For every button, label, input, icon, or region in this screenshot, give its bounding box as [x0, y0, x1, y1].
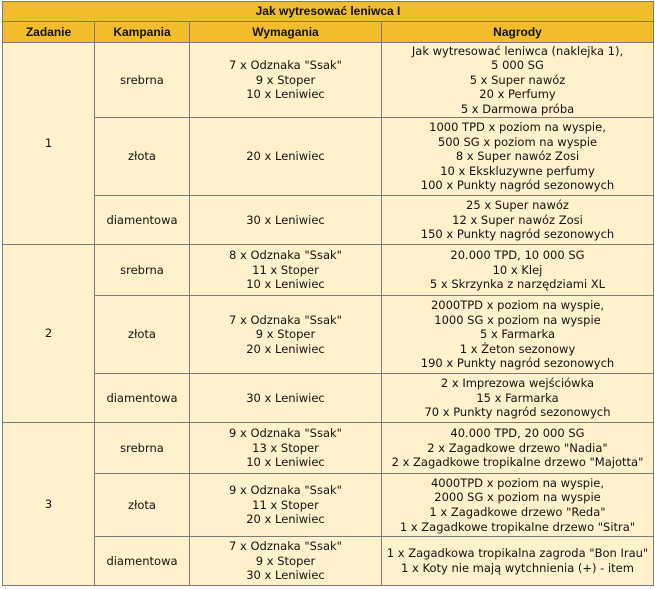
requirement-item: 9 x Stoper [255, 327, 316, 342]
rewards-cell [382, 423, 654, 474]
table-row [3, 374, 654, 423]
requirements-cell [190, 423, 382, 474]
requirement-item: 8 x Odznaka "Ssak" [229, 248, 342, 263]
rewards-cell [382, 43, 654, 118]
reward-item: 2 x Imprezowa wejściówka [440, 376, 595, 391]
rewards-cell [382, 196, 654, 245]
requirement-item: 7 x Odznaka "Ssak" [229, 312, 342, 327]
campaign-name: diamentowa [95, 196, 190, 245]
header-zadanie: Zadanie [3, 22, 95, 43]
reward-item: 2 x Zagadkowe tropikalne drzewo "Majotta" [391, 455, 644, 470]
header-nagrody: Nagrody [382, 22, 654, 43]
requirement-item: 13 x Stoper [252, 440, 319, 455]
requirements-cell [190, 43, 382, 118]
table-row [3, 43, 654, 118]
requirement-item: 9 x Odznaka "Ssak" [229, 426, 342, 441]
requirement-item: 30 x Leniwiec [246, 212, 325, 227]
table-row [3, 474, 654, 537]
requirement-item: 9 x Stoper [255, 72, 316, 87]
rewards-cell [382, 245, 654, 296]
requirement-item: 7 x Odznaka "Ssak" [229, 539, 342, 554]
reward-item: 40.000 TPD, 20 000 SG [450, 426, 585, 441]
table-body [3, 43, 654, 586]
requirement-item: 11 x Stoper [252, 497, 319, 512]
reward-item: 1000 SG x poziom na wyspie [434, 312, 601, 327]
reward-item: 5 000 SG [491, 58, 544, 73]
reward-item: 15 x Farmarka [476, 390, 559, 405]
requirement-item: 10 x Leniwiec [246, 277, 325, 292]
reward-item: 2000 SG x poziom na wyspie [434, 490, 601, 505]
reward-item: 10 x Ekskluzywne perfumy [440, 163, 595, 178]
reward-item: 20 x Perfumy [479, 87, 556, 102]
table-row [3, 118, 654, 196]
reward-item: 5 x Super nawóz [469, 72, 566, 87]
reward-item: 1000 TPD x poziom na wyspie, [429, 120, 606, 135]
rewards-cell [382, 537, 654, 586]
reward-item: 1 x Zagadkowa tropikalna zagroda "Bon Irau" [386, 546, 649, 561]
task-number: 3 [3, 423, 95, 586]
reward-item: 20.000 TPD, 10 000 SG [450, 248, 585, 263]
reward-item: Jak wytresować leniwca (naklejka 1), [411, 43, 624, 58]
requirement-item: 10 x Leniwiec [246, 87, 325, 102]
requirements-cell [190, 296, 382, 374]
header-row [3, 22, 654, 43]
reward-item: 5 x Farmarka [479, 327, 556, 342]
reward-item: 25 x Super nawóz [466, 198, 569, 213]
requirements-cell [190, 374, 382, 423]
requirements-cell [190, 537, 382, 586]
requirement-item: 30 x Leniwiec [246, 568, 325, 583]
requirement-item: 9 x Odznaka "Ssak" [229, 483, 342, 498]
rewards-cell [382, 118, 654, 196]
requirement-item: 9 x Stoper [255, 553, 316, 568]
campaign-name: złota [95, 474, 190, 537]
campaign-name: złota [95, 118, 190, 196]
requirements-cell [190, 118, 382, 196]
requirement-item: 11 x Stoper [252, 262, 319, 277]
task-number: 1 [3, 43, 95, 245]
rewards-cell [382, 474, 654, 537]
reward-item: 70 x Punkty nagród sezonowych [424, 405, 611, 420]
reward-item: 5 x Skrzynka z narzędziami XL [429, 277, 606, 292]
reward-item: 4000TPD x poziom na wyspie, [430, 475, 605, 490]
rewards-table [2, 1, 654, 586]
requirement-item: 20 x Leniwiec [246, 149, 325, 164]
reward-item: 10 x Klej [492, 262, 543, 277]
table-row [3, 296, 654, 374]
requirements-cell [190, 196, 382, 245]
reward-item: 2000TPD x poziom na wyspie, [430, 298, 605, 313]
reward-item: 8 x Super nawóz Zosi [455, 149, 580, 164]
reward-item: 100 x Punkty nagród sezonowych [420, 178, 615, 193]
table-row [3, 245, 654, 296]
header-kampania: Kampania [95, 22, 190, 43]
rewards-cell [382, 296, 654, 374]
requirement-item: 7 x Odznaka "Ssak" [229, 58, 342, 73]
requirement-item: 10 x Leniwiec [246, 455, 325, 470]
header-wymagania: Wymagania [190, 22, 382, 43]
requirement-item: 20 x Leniwiec [246, 512, 325, 527]
campaign-name: złota [95, 296, 190, 374]
reward-item: 12 x Super nawóz Zosi [452, 212, 583, 227]
requirements-cell [190, 245, 382, 296]
campaign-name: diamentowa [95, 537, 190, 586]
requirement-item: 20 x Leniwiec [246, 341, 325, 356]
reward-item: 150 x Punkty nagród sezonowych [420, 227, 615, 242]
reward-item: 1 x Żeton sezonowy [459, 341, 576, 356]
requirements-cell [190, 474, 382, 537]
requirement-item: 30 x Leniwiec [246, 390, 325, 405]
rewards-cell [382, 374, 654, 423]
table-row [3, 423, 654, 474]
reward-item: 5 x Darmowa próba [460, 101, 575, 116]
campaign-name: srebrna [95, 245, 190, 296]
reward-item: 1 x Zagadkowe tropikalne drzewo "Sitra" [399, 519, 636, 534]
reward-item: 500 SG x poziom na wyspie [437, 134, 598, 149]
table-row [3, 196, 654, 245]
reward-item: 2 x Zagadkowe drzewo "Nadia" [427, 440, 608, 455]
table-row [3, 537, 654, 586]
reward-item: 1 x Koty nie mają wytchnienia (+) - item [401, 561, 634, 575]
task-number: 2 [3, 245, 95, 423]
campaign-name: srebrna [95, 43, 190, 118]
reward-item: 190 x Punkty nagród sezonowych [420, 356, 615, 371]
campaign-name: diamentowa [95, 374, 190, 423]
table-title: Jak wytresować leniwca I [3, 2, 654, 22]
campaign-name: srebrna [95, 423, 190, 474]
reward-item: 1 x Zagadkowe drzewo "Reda" [429, 505, 606, 519]
